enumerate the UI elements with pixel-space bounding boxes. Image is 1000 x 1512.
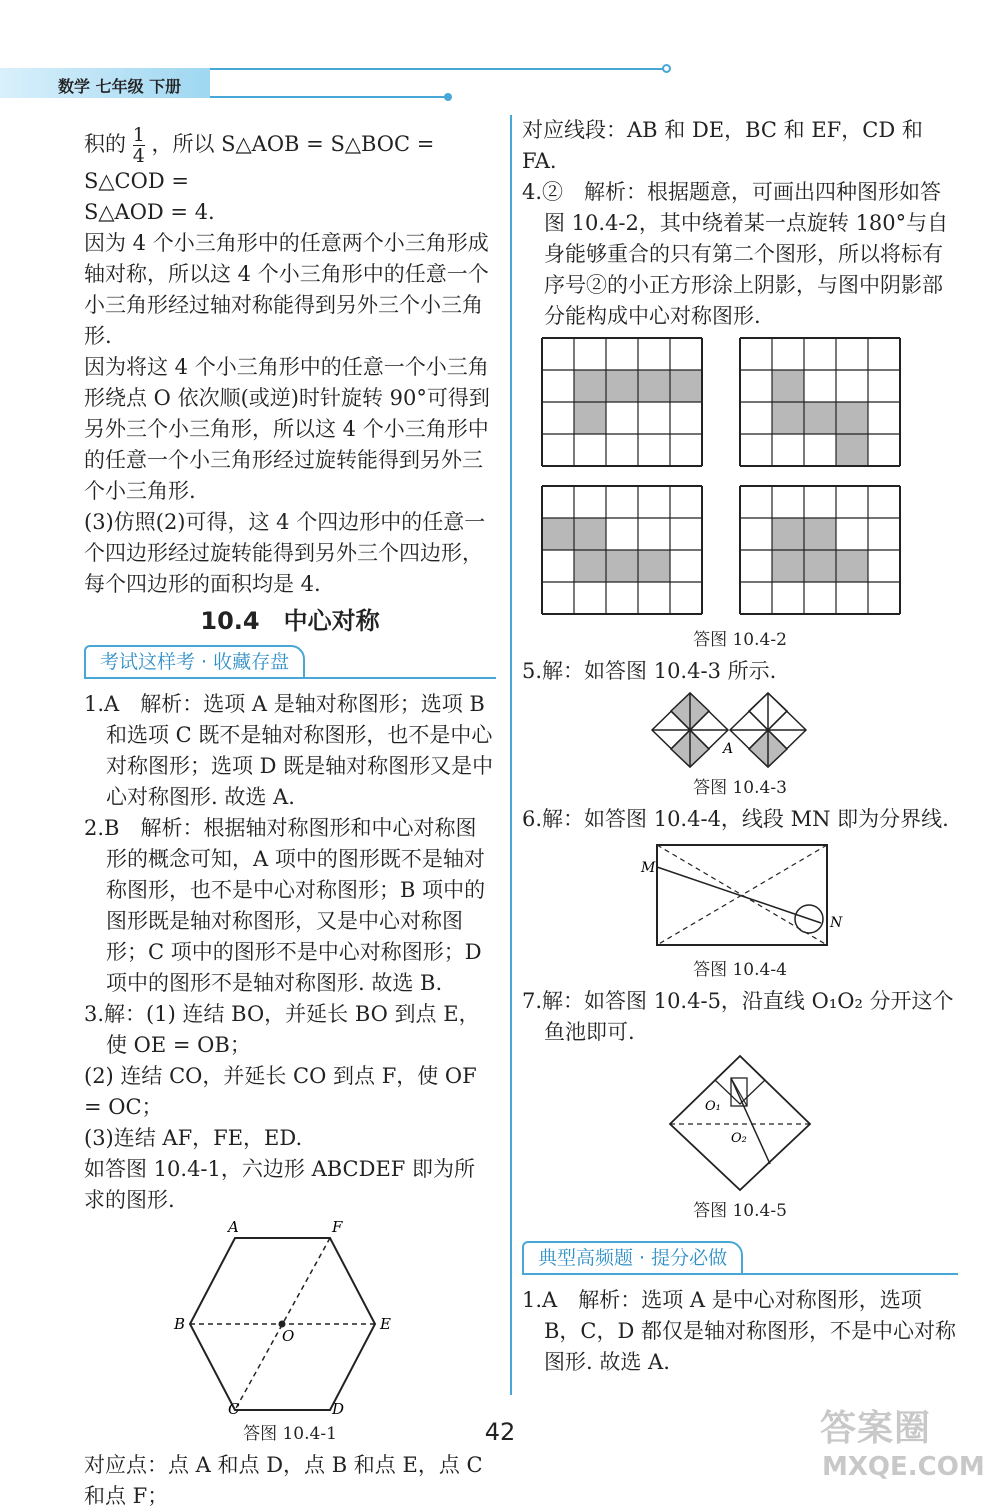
caption-fig-5: 答图 10.4-5 [693,1201,787,1221]
answer-7: 7.解：如答图 10.4-5，沿直线 O₁O₂ 分开这个鱼池即可. [522,989,954,1044]
answer-1: 1.A 解析：选项 A 是轴对称图形；选项 B 和选项 C 既不是轴对称图形，也不是中心对称图形；选项 D 既是轴对称图形又是中心对称图形. 故选 A. [84,692,494,809]
watermark-logo: 答案圈 [820,1408,932,1449]
header-rule-bottom [210,96,448,98]
shaded-cell [638,370,670,402]
hexagon-figure [170,1220,410,1415]
grid-2 [740,338,900,466]
grid-3 [542,486,702,614]
shaded-cell [804,550,836,582]
shaded-cell [804,518,836,550]
answer-6: 6.解：如答图 10.4-4，线段 MN 即为分界线. [522,807,949,831]
answer-3-step3: (3)连结 AF，FE，ED. [84,1126,303,1150]
answer-3-step1: 3.解：(1) 连结 BO，并延长 BO 到点 E，使 OE = OB； [84,1002,480,1057]
label-D: D [332,1400,345,1415]
answer-3-conclusion: 如答图 10.4-1，六边形 ABCDEF 即为所求的图形. [84,1157,476,1212]
label-C: C [228,1400,240,1415]
shaded-cell [836,402,868,434]
grid-1 [542,338,702,466]
shaded-cell [574,402,606,434]
grid-figures [540,336,940,621]
caption-fig-1: 答图 10.4-1 [243,1424,337,1444]
shaded-cell [606,550,638,582]
label-N: N [830,915,843,931]
caption-fig-4: 答图 10.4-4 [693,960,787,980]
shaded-cell [542,518,574,550]
answer-3-correspondence: 对应点：点 A 和点 D，点 B 和点 E，点 C 和点 F； [84,1453,483,1508]
banner-label: 典型高频题 · 提分必做 [522,1241,743,1275]
shaded-cell [574,518,606,550]
grid-4 [740,486,900,614]
area-line-2: S△AOD = 4. [84,200,215,224]
area-line-1: 积的 $\frac{1}{4}$ ，所以 S△AOB = S△BOC = S△COD = [84,124,435,193]
shaded-cell [772,370,804,402]
right-column [522,115,958,1378]
label-B: B [174,1315,186,1333]
corresponding-segments: 对应线段：AB 和 DE，BC 和 EF，CD 和 FA. [522,118,923,173]
label-M: M [641,860,656,876]
page-number: 42 [484,1418,516,1446]
answer-2: 2.B 解析：根据轴对称图形和中心对称图形的概念可知，A 项中的图形既不是轴对称图形，也不是中心对称图形；B 项中的图形既是轴对称图形，又是中心对称图形；C 项中的图形不是中心对称图形；D 项中的图形不是轴对称图形. 故选 B. [84,816,486,995]
banner-exam [84,645,496,679]
caption-fig-3: 答图 10.4-3 [693,778,787,798]
answer-4: 4.② 解析：根据题意，可画出四种图形如答图 10.4-2，其中绕着某一点旋转 180°与自身能够重合的只有第二个图形，所以将标有序号②的小正方形涂上阴影，与图中阴影部分能构成中心对称图形. [522,180,949,328]
header-dot-solid [444,93,452,101]
banner-label: 考试这样考 · 收藏存盘 [84,645,305,679]
answer-r1: 1.A 解析：选项 A 是中心对称图形，选项 B，C，D 都仅是轴对称图形，不是中心对称图形. 故选 A. [522,1288,957,1374]
shaded-cell [574,370,606,402]
paragraph-rotation: 因为将这 4 个小三角形中的任意一个小三角形绕点 O 依次顺(或逆)时针旋转 90°可得到另外三个小三角形，所以这 4 个小三角形中的任意一个小三角形经过旋转能得到另外三个小三角形. [84,355,490,503]
label-E: E [380,1315,391,1333]
shaded-cell [638,550,670,582]
header-rule-top [210,68,665,70]
fraction-quarter: $\frac{1}{4}$ [132,124,145,167]
banner-frequent [522,1241,958,1275]
shaded-cell [606,370,638,402]
label-F: F [332,1220,343,1236]
shaded-cell [670,370,702,402]
paragraph-quadrilateral: (3)仿照(2)可得，这 4 个四边形中的任意一个四边形经过旋转能得到另外三个四边形，每个四边形的面积均是 4. [84,510,486,596]
pond-figure [655,1052,825,1192]
label-O2: O₂ [731,1131,747,1146]
shaded-cell [836,550,868,582]
answer-5: 5.解：如答图 10.4-3 所示. [522,659,777,683]
shaded-cell [772,518,804,550]
answer-3-step2: (2) 连结 CO，并延长 CO 到点 F，使 OF = OC； [84,1064,477,1119]
header-title: 数学 七年级 下册 [58,77,182,96]
shaded-cell [836,434,868,466]
section-title: 10.4 中心对称 [200,607,380,635]
left-column [84,125,496,1512]
shaded-cell [574,550,606,582]
label-A: A [723,741,734,757]
shaded-cell [804,402,836,434]
label-A: A [228,1220,239,1236]
rectangle-figure [635,839,845,951]
shaded-cell [772,550,804,582]
label-O1: O₁ [705,1099,721,1114]
label-O: O [282,1327,295,1345]
watermark-url: MXQE.COM [822,1452,985,1482]
shaded-cell [772,402,804,434]
column-divider [510,115,512,1395]
caption-fig-2: 答图 10.4-2 [693,630,787,650]
header-dot-hollow [662,64,671,73]
diamonds-figure [650,691,830,769]
paragraph-axial: 因为 4 个小三角形中的任意两个小三角形成轴对称，所以这 4 个小三角形中的任意一个小三角形经过轴对称能得到另外三个小三角形. [84,231,489,348]
